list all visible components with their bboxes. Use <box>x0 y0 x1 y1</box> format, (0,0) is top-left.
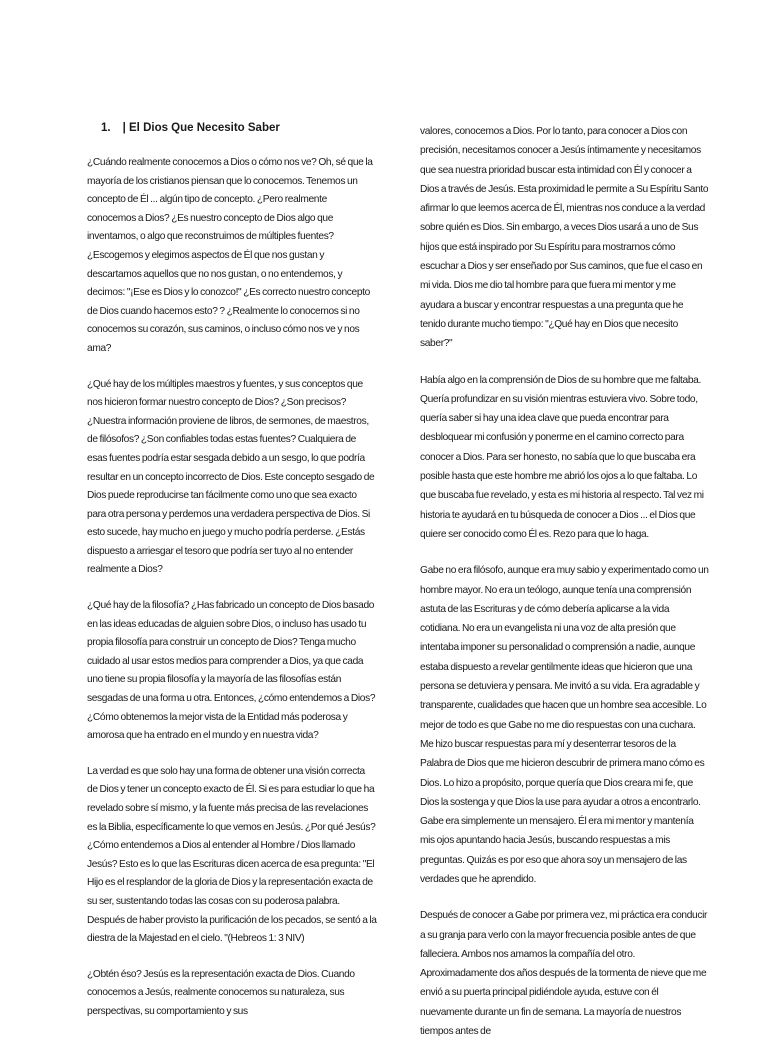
section-number: 1. <box>101 122 111 134</box>
paragraph: valores, conocemos a Dios. Por lo tanto, para conocer a Dios con precisión, necesitamos conocer a Jesús íntimamente y necesitamos que sea nuestra prioridad buscar esta intimidad con Él y conocer a Dios a través de Jesús. Esta proximidad le permite a Su Espíritu Santo afirmar lo que leemos acerca de Él, mientras nos conduce a la verdad sobre quién es Dios. Sin embargo, a veces Dios usará a uno de Sus hijos que está inspirado por Su Espíritu para mostrarnos cómo escuchar a Dios y ser enseñado por Sus caminos, que fue el caso en mi vida. Dios me dio tal hombre para que fuera mi mentor y me ayudara a buscar y encontrar respuestas a una pregunta que he tenido durante mucho tiempo: "¿Qué hay en Dios que necesito saber?" <box>420 126 709 350</box>
paragraph: Gabe no era filósofo, aunque era muy sabio y experimentado como un hombre mayor. No era un teólogo, aunque tenía una comprensión astuta de las Escrituras y de cómo debería aplicarse a la vida cotidiana. No era un evangelista ni una voz de alta presión que intentaba imponer su personalidad o comprensión a nadie, aunque estaba dispuesto a revelar gentilmente ideas que hicieron que una persona se detuviera y pensara. Me invitó a su vida. Era agradable y transparente, cualidades que hacen que un hombre sea accesible. Lo mejor de todo es que Gabe no me dio respuestas con una cuchara. Me hizo buscar respuestas para mí y desenterrar tesoros de la Palabra de Dios que me hicieron descubrir de primera mano cómo es Dios. Lo hizo a propósito, porque quería que Dios creara mi fe, que Dios la sostenga y que Dios la use para ayudar a otros a encontrarlo. Gabe era simplemente un mensajero. Él era mi mentor y mantenía mis ojos apuntando hacia Jesús, buscando respuestas a mis preguntas. Quizás es por eso que ahora soy un mensajero de las verdades que he aprendido. <box>420 565 709 885</box>
right-column <box>420 122 710 1058</box>
section-heading <box>101 118 377 138</box>
paragraph: ¿Qué hay de los múltiples maestros y fuentes, y sus conceptos que nos hicieron formar nuestro concepto de Dios? ¿Son precisos? ¿Nuestra información proviene de libros, de sermones, de maestros, de filósofos? ¿Son confiables todas estas fuentes? Cualquiera de esas fuentes podría estar sesgada debido a un sesgo, lo que podría resultar en un concepto incorrecto de Dios. Este concepto sesgado de Dios puede reproducirse tan fácilmente como uno que sea exacto para otra persona y perdemos una verdadera perspectiva de Dios. Si esto sucede, hay mucho en juego y mucho podría perderse. ¿Estás dispuesto a arriesgar el tesoro que podría ser tuyo al no entender realmente a Dios? <box>87 378 375 576</box>
paragraph: ¿Cuándo realmente conocemos a Dios o cómo nos ve? Oh, sé que la mayoría de los cristianos piensan que lo conocemos. Tenemos un concepto de Él ... algún tipo de concepto. ¿Pero realmente conocemos a Dios? ¿Es nuestro concepto de Dios algo que inventamos, o algo que reconstruimos de múltiples fuentes? ¿Escogemos y elegimos aspectos de Él que nos gustan y descartamos aquellos que no nos gustan, o no entendemos, y decimos: "¡Ese es Dios y lo conozco!" ¿Es correcto nuestro concepto de Dios cuando hacemos esto? ? ¿Realmente lo conocemos si no conocemos su corazón, sus caminos, o incluso cómo nos ve y nos ama? <box>87 157 373 354</box>
paragraph: Después de conocer a Gabe por primera vez, mi práctica era conducir a su granja para verlo con la mayor frecuencia posible antes de que falleciera. Ambos nos amamos la compañía del otro. Aproximadamente dos años después de la tormenta de nieve que me envió a su puerta principal pidiéndole ayuda, estuve con él nuevamente durante un fin de semana. La mayoría de nuestros tiempos antes de <box>420 910 708 1038</box>
section-title: | El Dios Que Necesito Saber <box>122 122 280 134</box>
paragraph: ¿Obtén éso? Jesús es la representación exacta de Dios. Cuando conocemos a Jesús, realmente conocemos su naturaleza, sus perspectivas, su comportamiento y sus <box>87 968 355 1017</box>
paragraph: La verdad es que solo hay una forma de obtener una visión correcta de Dios y tener un concepto exacto de Él. Si es para estudiar lo que ha revelado sobre sí mismo, y la fuente más precisa de las revelaciones es la Biblia, específicamente lo que vemos en Jesús. ¿Por qué Jesús? ¿Cómo entendemos a Dios al entender al Hombre / Dios llamado Jesús? Esto es lo que las Escrituras dicen acerca de esa pregunta: "El Hijo es el resplandor de la gloria de Dios y la representación exacta de su ser, sustentando todas las cosas con su poderosa palabra. Después de haber provisto la purificación de los pecados, se sentó a la diestra de la Majestad en el cielo. "(Hebreos 1: 3 NIV) <box>87 765 377 945</box>
paragraph: Había algo en la comprensión de Dios de su hombre que me faltaba. Quería profundizar en su visión mientras estuviera vivo. Sobre todo, quería saber si hay una idea clave que pueda encontrar para desbloquear mi confusión y ponerme en el camino correcto para conocer a Dios. Para ser honesto, no sabía que lo que buscaba era posible hasta que este hombre me abrió los ojos a lo que faltaba. Lo que buscaba fue revelado, y esta es mi historia al respecto. Tal vez mi historia te ayudará en tu búsqueda de conocer a Dios ... el Dios que quiere ser conocido como Él es. Rezo para que lo haga. <box>420 374 704 540</box>
paragraph: ¿Qué hay de la filosofía? ¿Has fabricado un concepto de Dios basado en las ideas educadas de alguien sobre Dios, o incluso has usado tu propia filosofía para construir un concepto de Dios? Tenga mucho cuidado al usar estos medios para comprender a Dios, ya que cada uno tiene su propia filosofía y la mayoría de las filosofías están sesgadas de una forma u otra. Entonces, ¿cómo entendemos a Dios? ¿Cómo obtenemos la mejor vista de la Entidad más poderosa y amorosa que ha entrado en el mundo y en nuestra vida? <box>87 600 376 742</box>
left-column <box>87 118 377 1039</box>
